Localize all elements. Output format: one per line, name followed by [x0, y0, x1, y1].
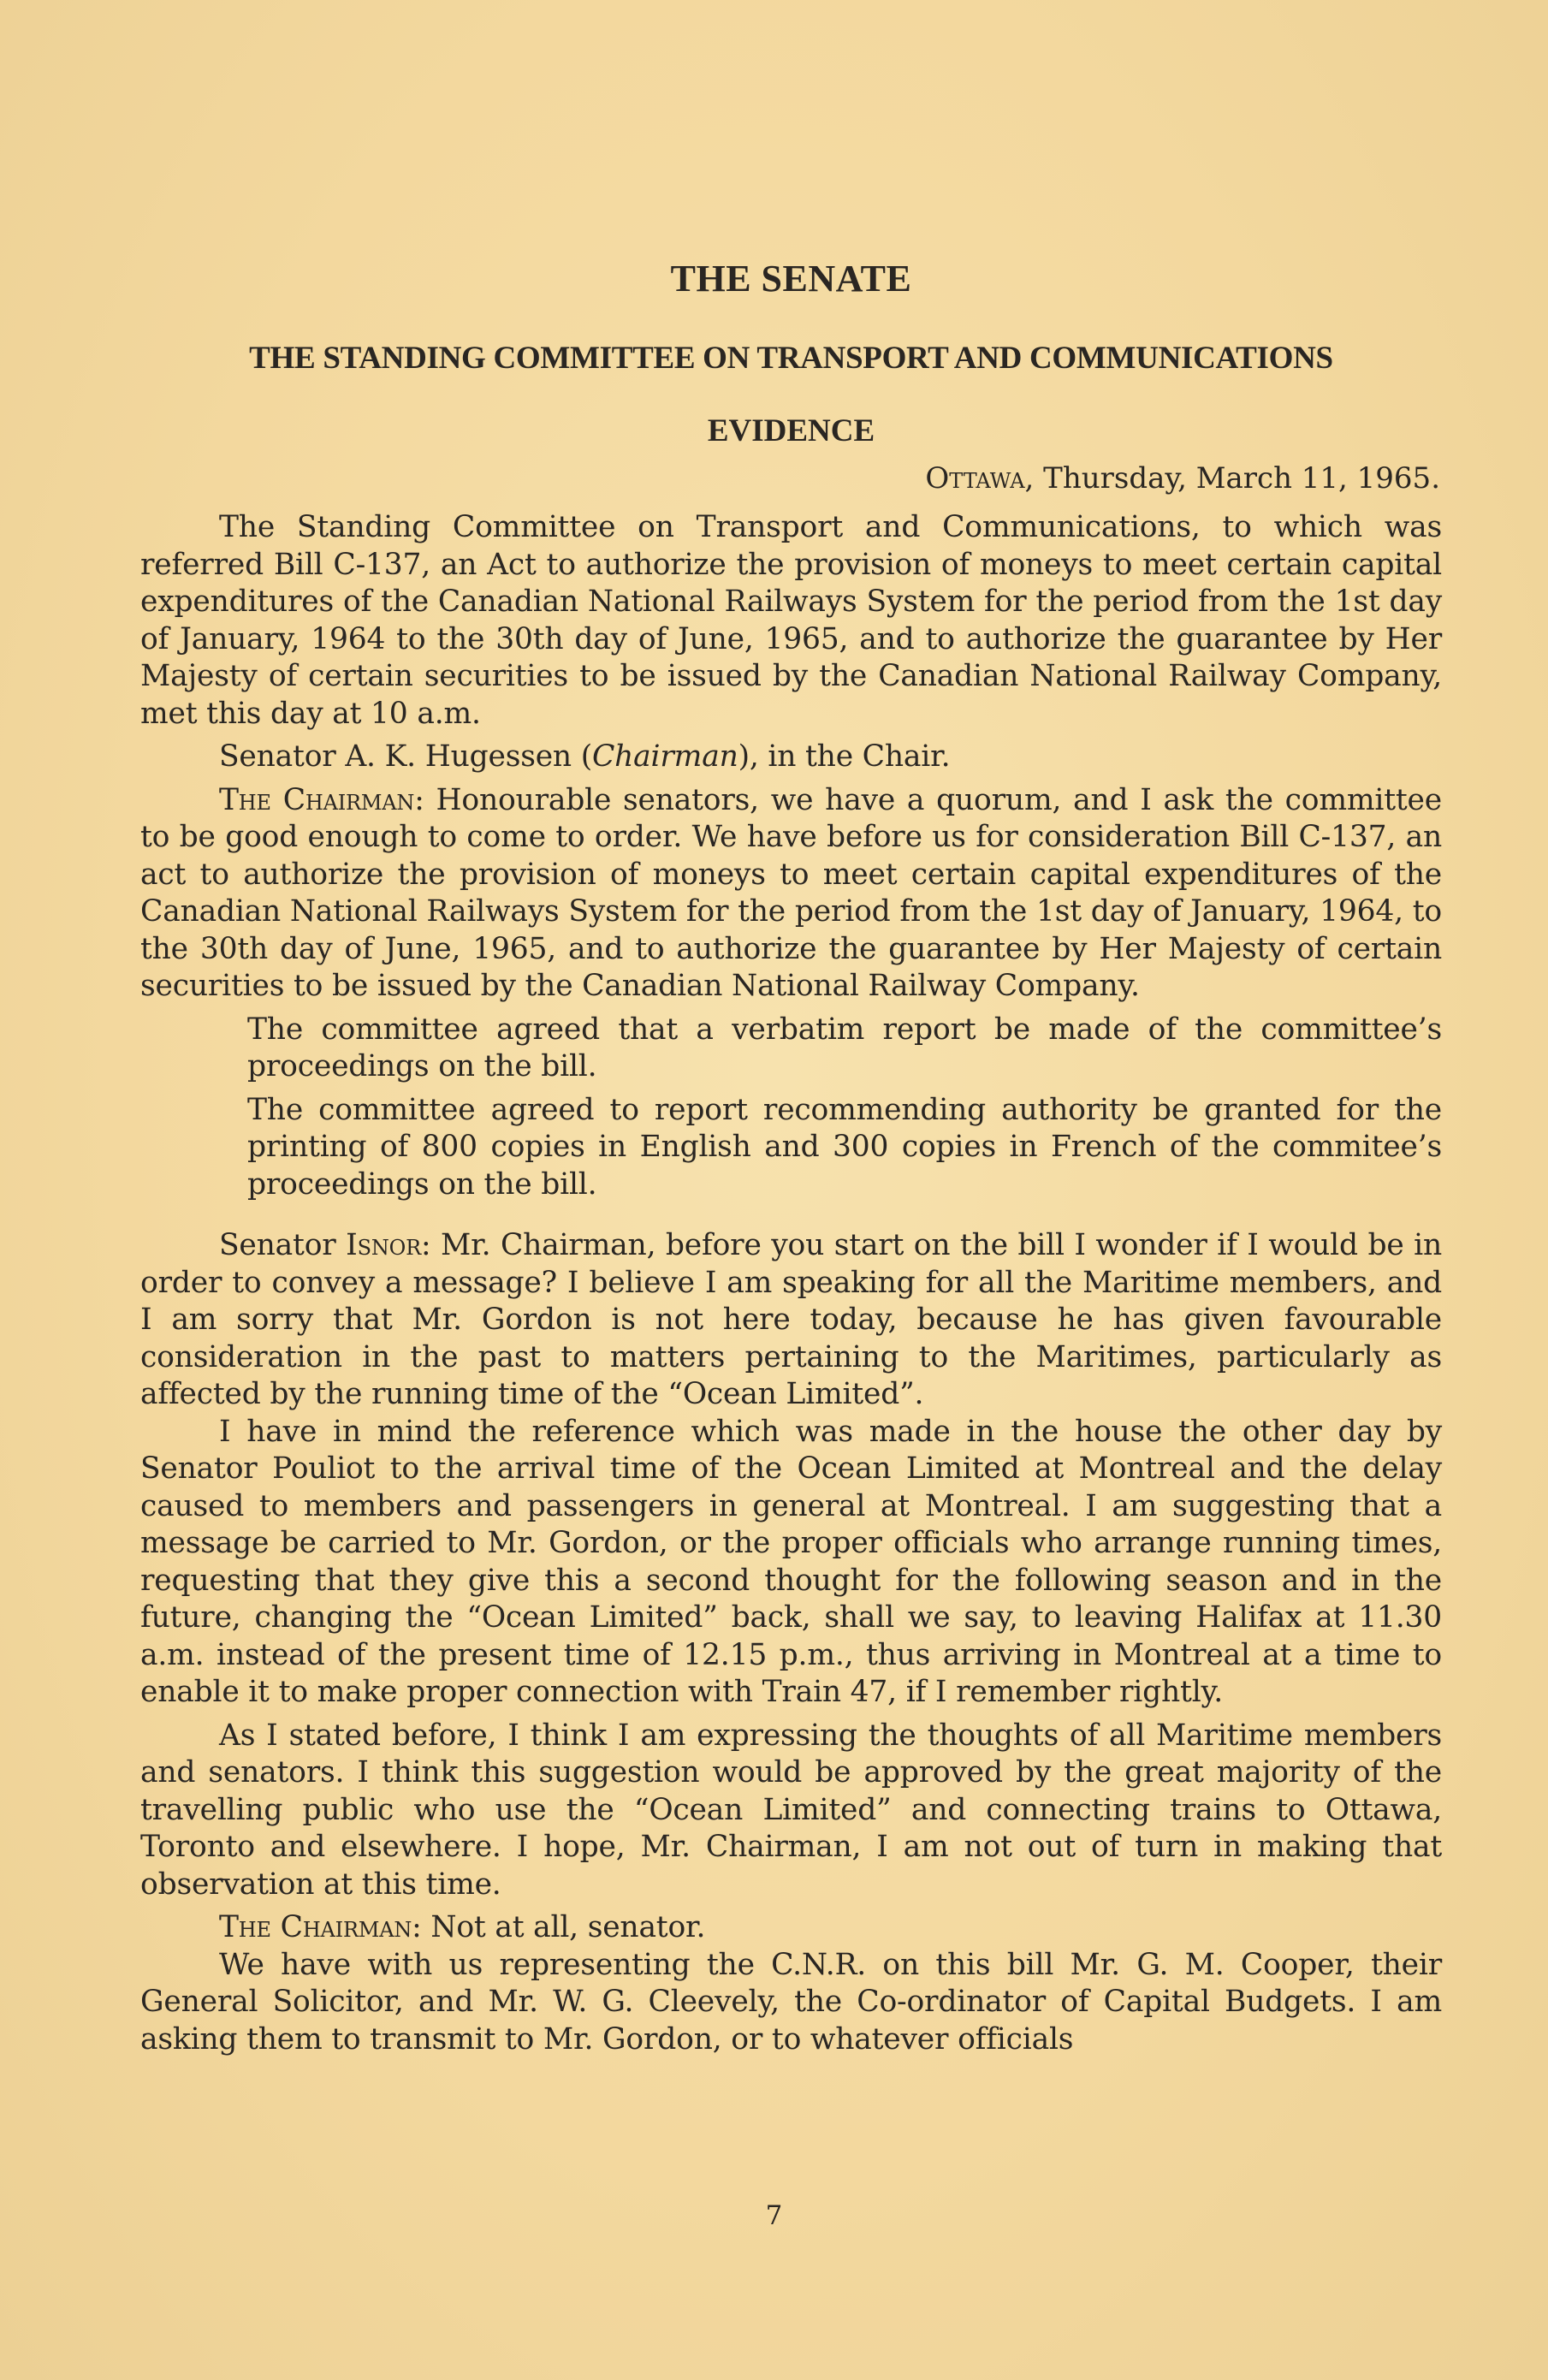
paragraph-chairman-reply — [140, 1909, 1442, 1947]
paragraph-chair-note — [140, 739, 1442, 776]
speech-text: Honourable senators, we have a quorum, and I ask the committee to be good enough to come to order. We have before us for consideration Bill C-137, an act to authorize the provision of moneys to meet certain capital expenditures of the Canadian National Railways System for the period from the 1st day of January, 1964, to the 30th day of June, 1965, and to authorize the guarantee by Her Majesty of certain securities to be issued by the Canadian National Railway Company. — [140, 782, 1442, 1003]
paragraph-isnor — [140, 1227, 1442, 1414]
paragraph-printing-agreement: The committee agreed to report recommending authority be granted for the printing of 800 copies in English and 300 copies in French of the commitee’s proceedings on the bill. — [247, 1092, 1442, 1202]
paragraph-maritime: As I stated before, I think I am expressing the thoughts of all Maritime members and senators. I think this suggestion would be approved by the great majority of the travelling public who use the “Ocean Limited” and connecting trains to Ottawa, Toronto and elsewhere. I hope, Mr. Chairman, I am not out of turn in making that observation at this time. — [140, 1718, 1442, 1902]
paragraph-chairman-opening — [140, 782, 1442, 1006]
speaker-label: The Chairman: — [219, 782, 424, 817]
dateline-city: Ottawa, — [925, 461, 1035, 496]
speech-text: Mr. Chairman, before you start on the bill I wonder if I would be in order to convey a message? I believe I am speaking for all the Maritime members, and I am sorry that Mr. Gordon is not here today, because he has given favourable consideration in the past to matters pertaining to the Maritimes, particularly as affected by the running time of the “Ocean Limited”. — [140, 1228, 1442, 1411]
chair-note-text-a: Senator A. K. Hugessen ( — [219, 739, 592, 774]
speaker-label: Isnor: — [346, 1228, 431, 1262]
document-page — [140, 257, 1442, 2058]
page-number: 7 — [765, 2200, 783, 2231]
dateline — [140, 461, 1442, 496]
chair-note-text-b: ), in the Chair. — [738, 739, 951, 774]
heading-committee: THE STANDING COMMITTEE ON TRANSPORT AND COMMUNICATIONS — [249, 341, 1333, 376]
speech-text: Not at all, senator. — [421, 1910, 706, 1944]
paragraph-reference: The Standing Committee on Transport and Communications, to which was referred Bill C-137, an Act to authorize the provision of moneys to meet certain capital expenditures of the Canadian National Railways System for the period from the 1st day of January, 1964 to the 30th day of June, 1965, and to authorize the guarantee by Her Majesty of certain securities to be issued by the Canadian National Railway Company, met this day at 10 a.m. — [140, 510, 1442, 731]
speaker-prefix: Senator — [219, 1228, 347, 1262]
speaker-label: The Chairman: — [219, 1910, 422, 1944]
paragraph-ocean-limited: I have in mind the reference which was made in the house the other day by Senator Pouliot to the arrival time of the Ocean Limited at Montreal and the delay caused to members and passengers in general at Montreal. I am suggesting that a message be carried to Mr. Gordon, or the proper officials who arrange running times, requesting that they give this a second thought for the following season and in the future, changing the “Ocean Limited” back, shall we say, to leaving Halifax at 11.30 a.m. instead of the present time of 12.15 p.m., thus arriving in Montreal at a time to enable it to make proper connection with Train 47, if I remember rightly. — [140, 1414, 1442, 1709]
heading-senate: THE SENATE — [670, 258, 912, 300]
chair-note-italic: Chairman — [591, 739, 738, 774]
paragraph-verbatim-agreement: The committee agreed that a verbatim report be made of the committee’s proceedings on the bill. — [247, 1012, 1442, 1083]
dateline-date: Thursday, March 11, 1965. — [1034, 461, 1440, 496]
paragraph-cnr-representatives: We have with us representing the C.N.R. on this bill Mr. G. M. Cooper, their General Solicitor, and Mr. W. G. Cleevely, the Co-ordinator of Capital Budgets. I am asking them to transmit to Mr. Gordon, or to whatever officials — [140, 1947, 1442, 2057]
heading-evidence: EVIDENCE — [707, 413, 875, 448]
